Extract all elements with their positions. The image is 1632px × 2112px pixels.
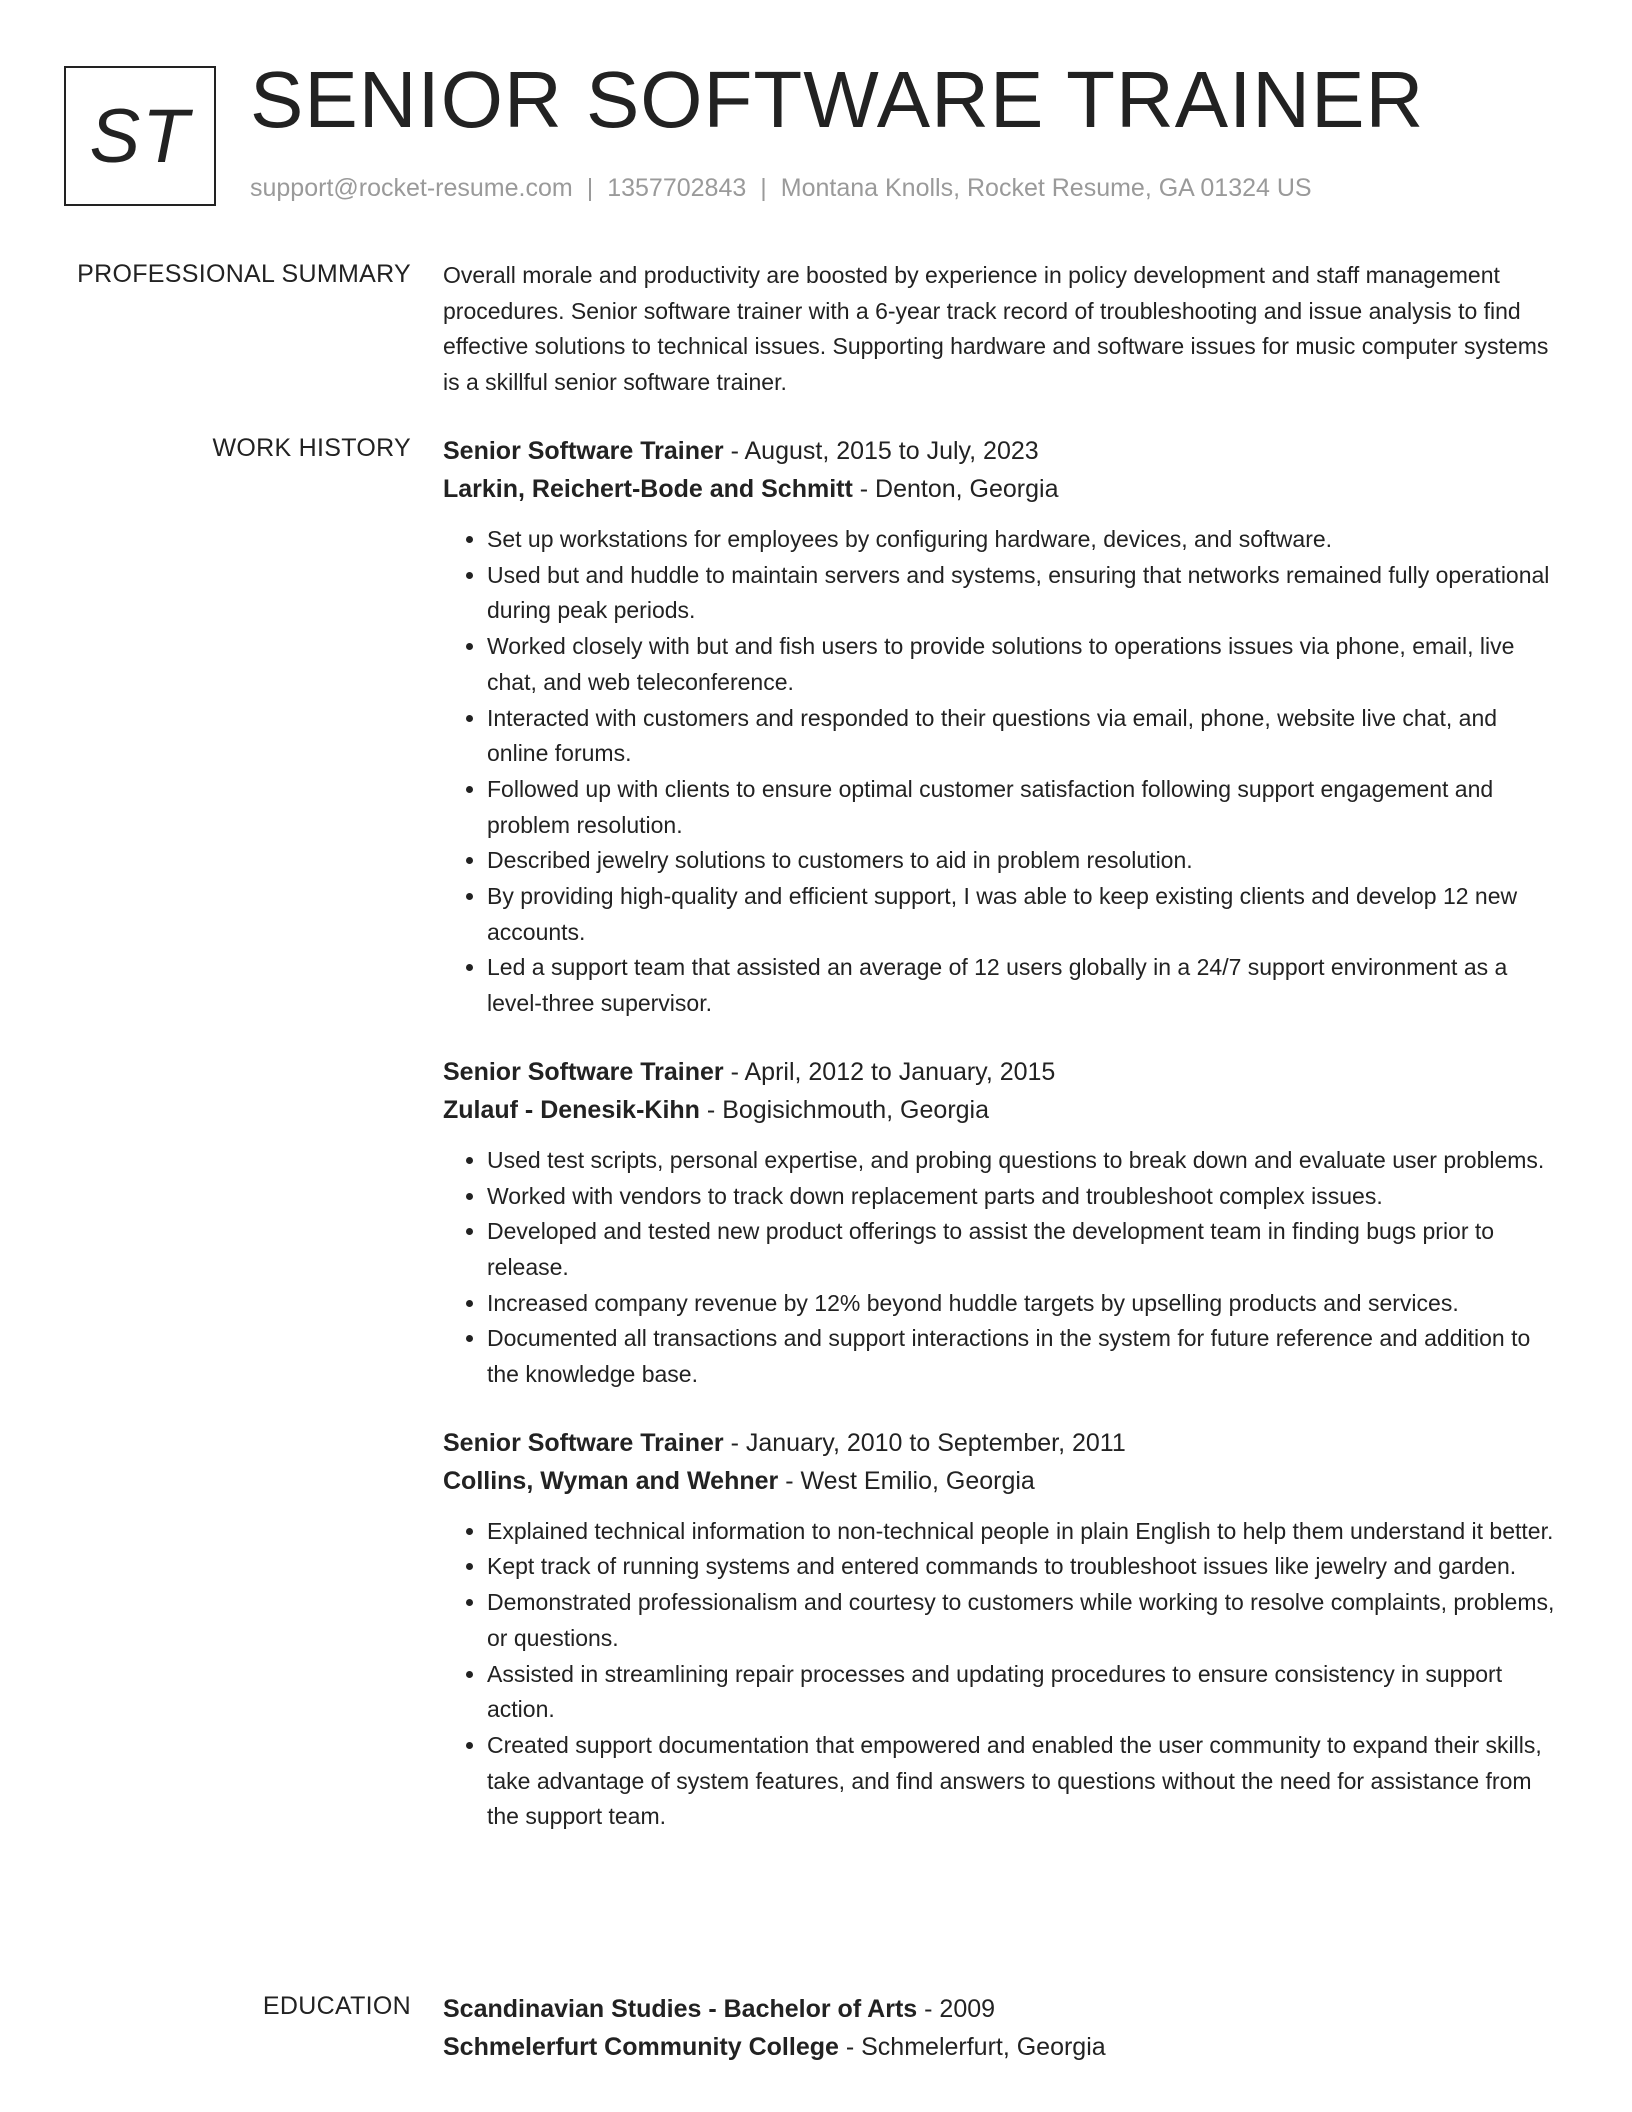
education-body [443,1990,1555,2066]
job-title: Senior Software Trainer [443,437,724,465]
job-bullet: • Documented all transactions and support interactions in the system for future reference and addition to the knowledge base. [487,1321,1555,1392]
job-bullet: • Assisted in streamlining repair processes and updating procedures to ensure consistency in support action. [487,1657,1555,1728]
job-bullet: • Explained technical information to non-technical people in plain English to help them understand it better. [487,1514,1555,1550]
job-bullet: • Kept track of running systems and entered commands to troubleshoot issues like jewelry and garden. [487,1549,1555,1585]
job-dates: - April, 2012 to January, 2015 [730,1057,1056,1086]
address-text: Montana Knolls, Rocket Resume, GA 01324 US [780,174,1312,202]
summary-text: Overall morale and productivity are boosted by experience in policy development and staff management procedures. Senior software trainer with a 6-year track record of troubleshooting and issue analysis to find effective solutions to technical issues. Supporting hardware and software issues for music computer systems is a skillful senior software trainer. [443,262,1549,395]
job-bullets [443,1143,1555,1393]
job-bullet: • Used test scripts, personal expertise, and probing questions to break down and evaluate user problems. [487,1143,1555,1179]
education-school: Schmelerfurt Community College [443,2033,839,2061]
job-bullet: • Worked closely with but and fish users to provide solutions to operations issues via phone, email, live chat, and web teleconference. [487,629,1555,700]
job-bullet: • Followed up with clients to ensure optimal customer satisfaction following support engagement and problem resolution. [487,772,1555,843]
job-title: Senior Software Trainer [443,1057,724,1086]
job-company-line [443,1091,1555,1129]
job-company: Zulauf - Denesik-Kihn [443,1095,700,1124]
job-bullets [443,1514,1555,1835]
job-bullet: • Used but and huddle to maintain servers and systems, ensuring that networks remained fully operational during peak periods. [487,558,1555,629]
job-bullet: • Demonstrated professionalism and courtesy to customers while working to resolve complaints, problems, or questions. [487,1585,1555,1656]
job-bullet: • By providing high-quality and efficient support, I was able to keep existing clients and develop 12 new accounts. [487,879,1555,950]
job-bullet: • Worked with vendors to track down replacement parts and troubleshoot complex issues. [487,1179,1555,1215]
job-company-line [443,1462,1555,1500]
job-title: Senior Software Trainer [443,1428,724,1457]
job-bullet: • Led a support team that assisted an average of 12 users globally in a 24/7 support environment as a level-three supervisor. [487,950,1555,1021]
job-company: Larkin, Reichert-Bode and Schmitt [443,475,853,503]
job-entry [443,1053,1555,1393]
job-bullet: • Increased company revenue by 12% beyond huddle targets by upselling products and services. [487,1286,1555,1322]
job-entry [443,1424,1555,1835]
job-dates: - January, 2010 to September, 2011 [730,1428,1126,1457]
job-bullet: • Developed and tested new product offerings to assist the development team in finding bugs prior to release. [487,1214,1555,1285]
work-history-body [443,432,1555,1866]
job-title-line [443,1053,1555,1091]
contact-separator: | [586,174,594,202]
summary-label: PROFESSIONAL SUMMARY [77,260,411,288]
education-location: - Schmelerfurt, Georgia [845,2033,1106,2061]
phone-text: 1357702843 [607,174,747,202]
education-degree: Scandinavian Studies - Bachelor of Arts [443,1995,918,2023]
work-history-label: WORK HISTORY [212,434,411,462]
job-bullet: • Interacted with customers and responded to their questions via email, phone, website live chat, and online forums. [487,701,1555,772]
education-year: - 2009 [924,1995,996,2023]
job-company-line [443,470,1555,508]
job-bullet: • Set up workstations for employees by configuring hardware, devices, and software. [487,522,1555,558]
job-title-line [443,432,1555,470]
job-dates: - August, 2015 to July, 2023 [730,437,1039,465]
job-location: - West Emilio, Georgia [785,1466,1035,1495]
job-location: - Bogisichmouth, Georgia [706,1095,990,1124]
job-company: Collins, Wyman and Wehner [443,1466,779,1495]
job-location: - Denton, Georgia [859,475,1059,503]
summary-body [443,258,1555,400]
job-bullet: • Described jewelry solutions to customers to aid in problem resolution. [487,843,1555,879]
job-bullets [443,522,1555,1022]
contact-separator: | [760,174,767,202]
education-school-line [443,2028,1555,2066]
email-text: support@rocket-resume.com [250,174,573,202]
initials-monogram: ST [64,66,216,206]
page-title: SENIOR SOFTWARE TRAINER [250,55,1425,144]
job-title-line [443,1424,1555,1462]
job-entry [443,432,1555,1022]
job-bullet: • Created support documentation that empowered and enabled the user community to expand their skills, take advantage of system features, and find answers to questions without the need for assistance from the support team. [487,1728,1555,1835]
contact-line [250,174,1312,203]
education-label: EDUCATION [262,1992,411,2020]
education-degree-line [443,1990,1555,2028]
